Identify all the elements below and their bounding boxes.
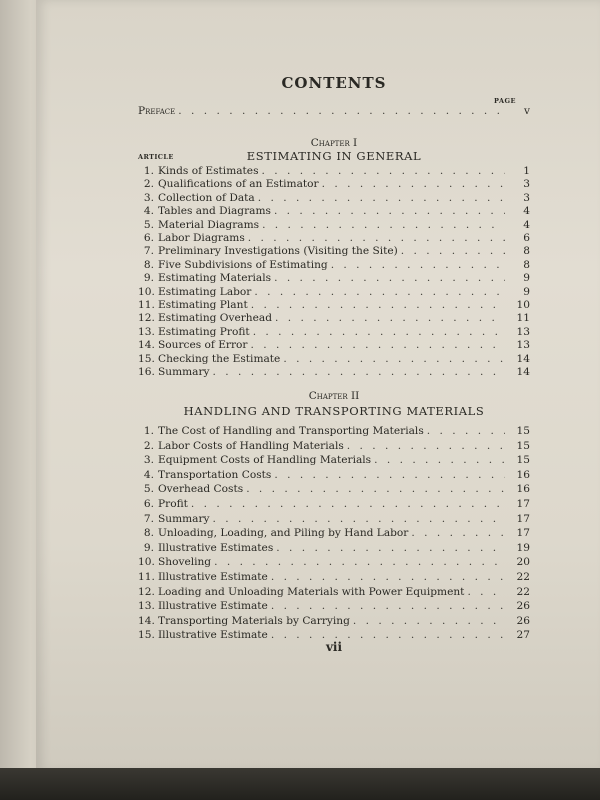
toc-entry — [138, 526, 530, 540]
entry-number: 6. — [143, 498, 154, 510]
entry-title: Kinds of Estimates — [158, 165, 259, 177]
leader-dots — [213, 512, 505, 526]
entry-title: Estimating Profit — [158, 325, 250, 338]
entry-page: 9 — [523, 285, 530, 298]
leader-dots — [274, 271, 505, 285]
toc-entry — [138, 191, 530, 205]
toc-entry — [138, 614, 530, 628]
entry-page: 11 — [516, 312, 530, 325]
leader-dots — [411, 526, 505, 540]
toc-entry — [138, 352, 530, 366]
entry-title: Material Diagrams — [158, 218, 260, 231]
toc-entry — [138, 164, 530, 178]
entry-title: Transportation Costs — [158, 468, 272, 481]
entry-page: 26 — [516, 614, 530, 627]
leader-dots — [347, 439, 505, 453]
entry-number: 7. — [143, 245, 154, 258]
chapter-1-label: Chapter I — [310, 137, 358, 149]
entry-page: 16 — [516, 483, 530, 496]
entry-page: 26 — [516, 600, 530, 613]
entry-page: 15 — [516, 439, 530, 452]
leader-dots — [427, 424, 505, 438]
toc-entry — [138, 585, 530, 599]
page-column-label: PAGE — [494, 97, 516, 105]
preface-row — [138, 104, 530, 118]
entry-number: 11. — [138, 299, 155, 311]
entry-number: 10. — [138, 556, 155, 569]
entry-title: Labor Diagrams — [158, 232, 245, 244]
page-number: vii — [325, 640, 343, 654]
entry-title: Loading and Unloading Materials with Power Equipment — [158, 585, 465, 598]
entry-title: Estimating Materials — [158, 272, 272, 285]
leader-dots — [283, 352, 505, 366]
leader-dots — [246, 482, 505, 496]
toc-entry — [138, 231, 530, 245]
entry-page: 14 — [516, 366, 530, 378]
entry-page: 8 — [523, 258, 530, 271]
entry-number: 3. — [143, 191, 154, 204]
entry-page: 13 — [516, 325, 530, 338]
entry-number: 6. — [143, 232, 154, 244]
entry-number: 5. — [143, 218, 154, 231]
entry-title: Labor Costs of Handling Materials — [158, 439, 344, 452]
entry-page: 17 — [516, 527, 530, 540]
toc-entry — [138, 555, 530, 569]
entry-number: 2. — [143, 439, 154, 452]
entry-title: Qualifications of an Estimator — [158, 178, 319, 191]
leader-dots — [248, 231, 505, 245]
entry-title: Illustrative Estimate — [158, 600, 268, 613]
entry-title: Estimating Labor — [158, 285, 252, 298]
entry-number: 10. — [138, 285, 155, 298]
leader-dots — [331, 258, 505, 272]
entry-page: 22 — [516, 571, 530, 583]
leader-dots — [191, 497, 505, 511]
leader-dots — [322, 177, 505, 191]
entry-number: 11. — [138, 571, 155, 583]
entry-page: 17 — [516, 512, 530, 525]
entry-title: Transporting Materials by Carrying — [158, 614, 350, 627]
entry-page: 13 — [516, 339, 530, 352]
contents-heading: CONTENTS — [281, 74, 387, 92]
article-label: ARTICLE — [138, 153, 174, 161]
toc-entry — [138, 298, 530, 312]
toc-entry — [138, 482, 530, 496]
entry-title: Overhead Costs — [158, 483, 244, 496]
entry-number: 2. — [143, 178, 154, 191]
preface-page: v — [524, 105, 530, 117]
toc-entry — [138, 325, 530, 339]
entry-number: 12. — [138, 585, 155, 598]
entry-page: 9 — [523, 272, 530, 285]
leader-dots — [274, 204, 505, 218]
entry-number: 9. — [143, 272, 154, 285]
leader-dots — [276, 541, 505, 555]
entry-title: Illustrative Estimates — [158, 541, 274, 554]
leader-dots — [353, 614, 505, 628]
page-bottom-shadow — [0, 768, 600, 800]
entry-title: Sources of Error — [158, 339, 248, 352]
entry-number: 15. — [138, 352, 155, 365]
toc-entry — [138, 285, 530, 299]
toc-entry — [138, 570, 530, 584]
entry-title: Shoveling — [158, 556, 212, 569]
toc-entry — [138, 468, 530, 482]
toc-entry — [138, 365, 530, 379]
entry-title: Illustrative Estimate — [158, 571, 268, 583]
entry-number: 9. — [143, 541, 154, 554]
entry-number: 5. — [143, 483, 154, 496]
leader-dots — [251, 338, 506, 352]
entry-title: Estimating Overhead — [158, 312, 272, 325]
leader-dots — [274, 468, 505, 482]
entry-page: 15 — [516, 425, 530, 437]
leader-dots — [178, 104, 505, 118]
entry-page: 4 — [523, 218, 530, 231]
entry-title: Profit — [158, 498, 188, 510]
preface-label: Preface — [138, 105, 176, 117]
toc-entry — [138, 218, 530, 232]
entry-page: 17 — [516, 498, 530, 510]
entry-page: 6 — [523, 232, 530, 244]
entry-page: 4 — [523, 205, 530, 218]
entry-page: 3 — [523, 191, 530, 204]
entry-number: 12. — [138, 312, 155, 325]
leader-dots — [271, 599, 505, 613]
entry-page: 10 — [516, 299, 530, 311]
toc-entry — [138, 439, 530, 453]
entry-title: The Cost of Handling and Transporting Materials — [158, 425, 424, 437]
entry-number: 16. — [138, 366, 155, 378]
entry-title: Illustrative Estimate — [158, 629, 268, 642]
entry-title: Estimating Plant — [158, 299, 248, 311]
entry-page: 8 — [523, 245, 530, 258]
leader-dots — [251, 298, 505, 312]
toc-entry — [138, 453, 530, 467]
leader-dots — [213, 365, 505, 379]
entry-number: 4. — [143, 468, 154, 481]
toc-entry — [138, 258, 530, 272]
leader-dots — [254, 285, 505, 299]
entry-title: Collection of Data — [158, 191, 255, 204]
toc-entry — [138, 244, 530, 258]
leader-dots — [253, 325, 505, 339]
toc-entry — [138, 541, 530, 555]
leader-dots — [214, 555, 505, 569]
chapter-2-title: HANDLING AND TRANSPORTING MATERIALS — [183, 404, 485, 418]
toc-entry — [138, 338, 530, 352]
entry-title: Tables and Diagrams — [158, 205, 271, 218]
entry-number: 1. — [143, 425, 154, 437]
entry-number: 8. — [143, 527, 154, 540]
leader-dots — [374, 453, 505, 467]
leader-dots — [275, 311, 505, 325]
entry-number: 15. — [138, 629, 155, 642]
entry-number: 14. — [138, 614, 155, 627]
entry-page: 14 — [516, 352, 530, 365]
toc-entry — [138, 599, 530, 613]
entry-page: 27 — [516, 629, 530, 642]
entry-number: 13. — [138, 325, 155, 338]
entry-title: Unloading, Loading, and Piling by Hand Labor — [158, 527, 409, 540]
entry-number: 3. — [143, 454, 154, 467]
toc-entry — [138, 271, 530, 285]
toc-entry — [138, 512, 530, 526]
entry-title: Preliminary Investigations (Visiting the Site) — [158, 245, 398, 258]
leader-dots — [258, 191, 505, 205]
entry-number: 4. — [143, 205, 154, 218]
leader-dots — [262, 218, 505, 232]
chapter-2-label: Chapter II — [308, 390, 360, 402]
entry-title: Summary — [158, 366, 210, 378]
leader-dots — [401, 244, 505, 258]
entry-page: 20 — [516, 556, 530, 569]
entry-page: 22 — [516, 585, 530, 598]
entry-page: 19 — [516, 541, 530, 554]
entry-number: 8. — [143, 258, 154, 271]
entry-page: 1 — [523, 165, 530, 177]
entry-title: Checking the Estimate — [158, 352, 281, 365]
entry-title: Five Subdivisions of Estimating — [158, 258, 328, 271]
entry-page: 3 — [523, 178, 530, 191]
entry-number: 1. — [143, 165, 154, 177]
leader-dots — [271, 570, 505, 584]
entry-title: Summary — [158, 512, 210, 525]
entry-number: 13. — [138, 600, 155, 613]
toc-entry — [138, 204, 530, 218]
leader-dots — [467, 585, 505, 599]
leader-dots — [262, 164, 505, 178]
entry-page: 15 — [516, 454, 530, 467]
chapter-1-title: ESTIMATING IN GENERAL — [246, 149, 422, 163]
toc-entry — [138, 424, 530, 438]
entry-page: 16 — [516, 468, 530, 481]
toc-entry — [138, 497, 530, 511]
toc-entry — [138, 311, 530, 325]
entry-number: 7. — [143, 512, 154, 525]
entry-number: 14. — [138, 339, 155, 352]
entry-title: Equipment Costs of Handling Materials — [158, 454, 372, 467]
toc-entry — [138, 177, 530, 191]
